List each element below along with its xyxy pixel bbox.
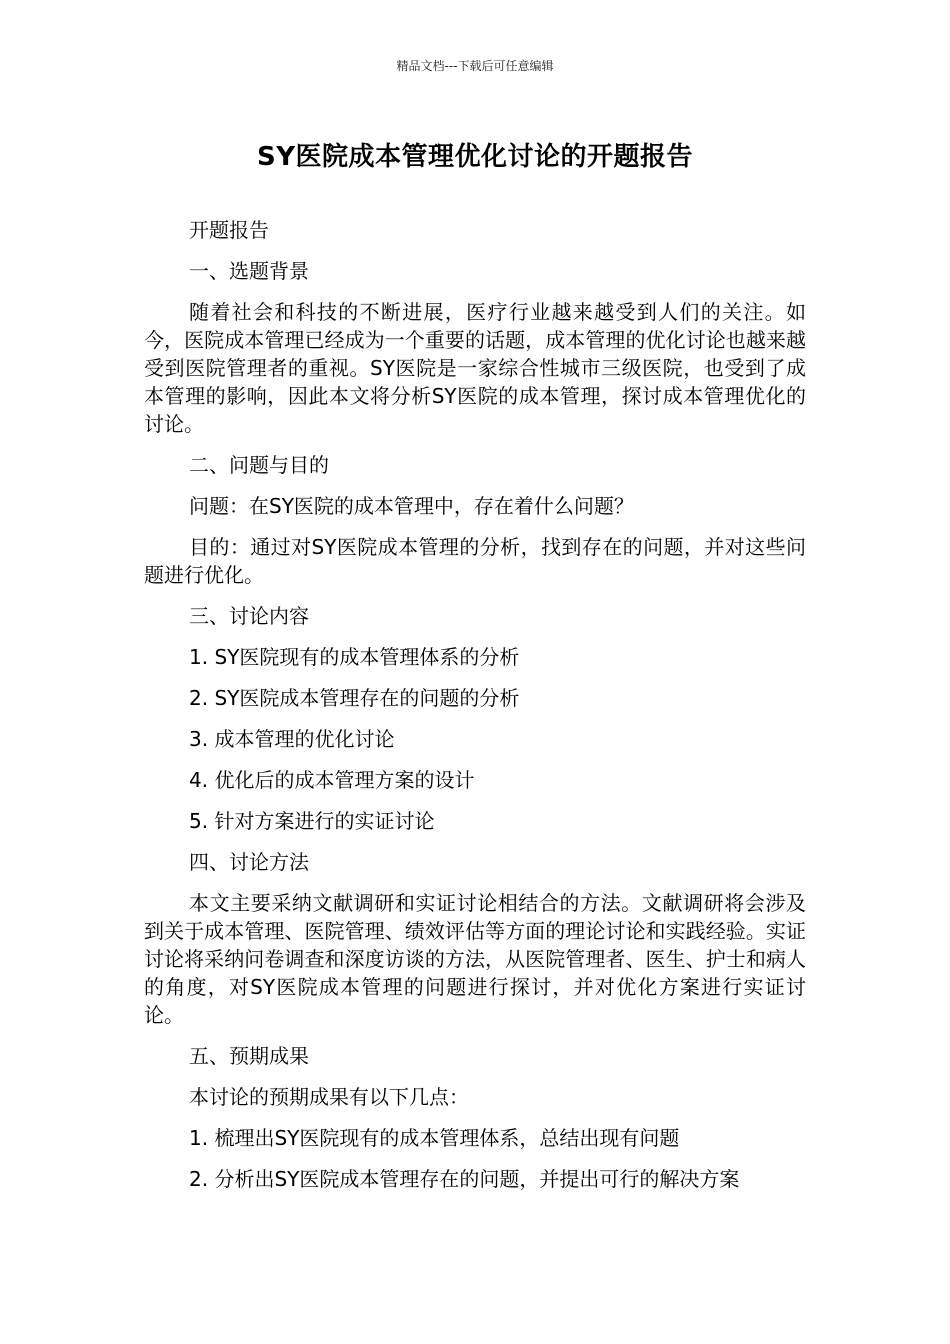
section-heading: 四、讨论方法 bbox=[189, 850, 309, 874]
header-note: 精品文档---下载后可任意编辑 bbox=[396, 59, 554, 73]
section-heading: 一、选题背景 bbox=[189, 259, 309, 283]
paragraph: 随着社会和科技的不断进展，医疗行业越来越受到人们的关注。如今，医院成本管理已经成为一个重要的话题，成本管理的优化讨论也越来越受到医院管理者的重视。SY医院是一家综合性城市三级医院，也受到了成本管理的影响，因此本文将分析SY医院的成本管理，探讨成本管理优化的讨论。 bbox=[144, 300, 806, 436]
paragraph: 开题报告 bbox=[189, 218, 269, 242]
list-item: 5. 针对方案进行的实证讨论 bbox=[189, 809, 435, 833]
paragraph: 本文主要采纳文献调研和实证讨论相结合的方法。文献调研将会涉及到关于成本管理、医院管理、绩效评估等方面的理论讨论和实践经验。实证讨论将采纳问卷调查和深度访谈的方法，从医院管理者、医生、护士和病人的角度，对SY医院成本管理的问题进行探讨，并对优化方案进行实证讨论。 bbox=[144, 891, 806, 1027]
list-item: 1. SY医院现有的成本管理体系的分析 bbox=[189, 645, 520, 669]
list-item: 4. 优化后的成本管理方案的设计 bbox=[189, 768, 475, 792]
section-heading: 三、讨论内容 bbox=[189, 604, 309, 628]
paragraph: 目的：通过对SY医院成本管理的分析，找到存在的问题，并对这些问题进行优化。 bbox=[144, 535, 806, 587]
list-item: 3. 成本管理的优化讨论 bbox=[189, 727, 395, 751]
section-heading: 二、问题与目的 bbox=[189, 453, 329, 477]
list-item: 2. 分析出SY医院成本管理存在的问题，并提出可行的解决方案 bbox=[189, 1167, 740, 1191]
paragraph: 本讨论的预期成果有以下几点： bbox=[189, 1085, 469, 1109]
list-item: 2. SY医院成本管理存在的问题的分析 bbox=[189, 686, 520, 710]
section-heading: 五、预期成果 bbox=[189, 1044, 309, 1068]
paragraph: 问题：在SY医院的成本管理中，存在着什么问题？ bbox=[189, 494, 634, 518]
document-body bbox=[144, 216, 806, 1206]
document-title: SY医院成本管理优化讨论的开题报告 bbox=[256, 142, 694, 172]
list-item: 1. 梳理出SY医院现有的成本管理体系，总结出现有问题 bbox=[189, 1126, 680, 1150]
